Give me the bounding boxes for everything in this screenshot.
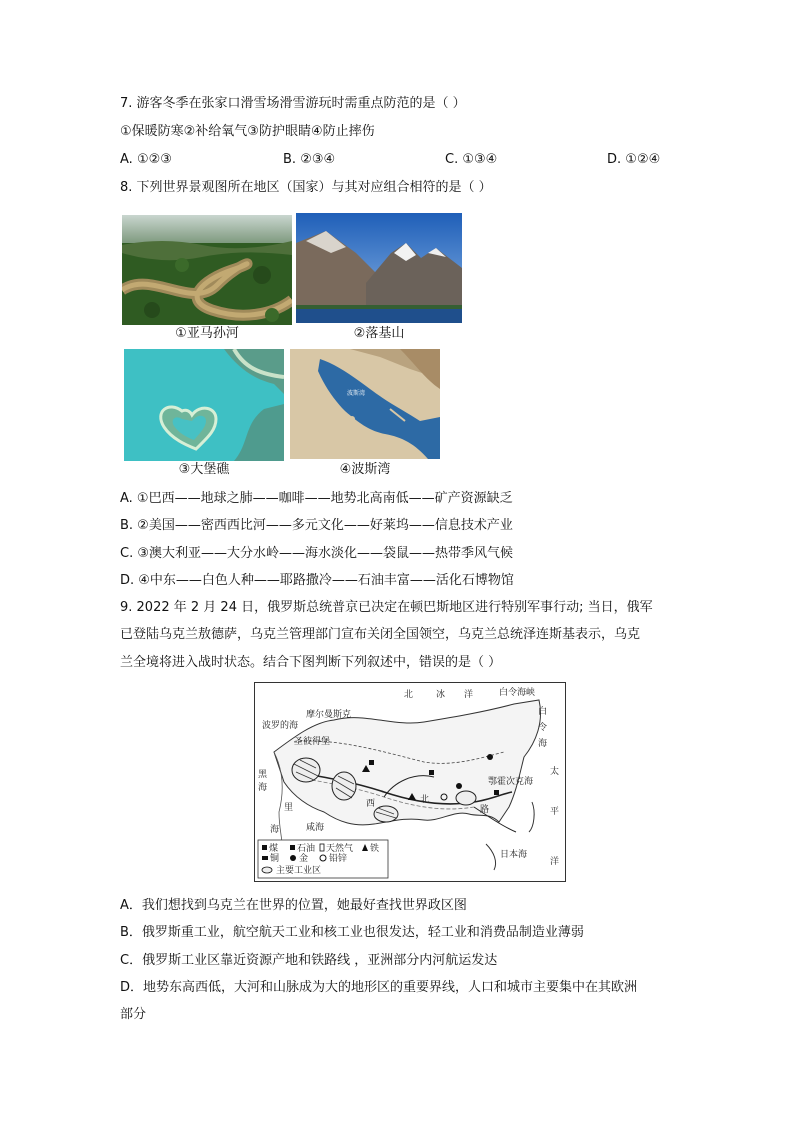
map-label-ling: 令 (538, 723, 548, 733)
q7-stem: 7. 游客冬季在张家口滑雪场滑雪游玩时需重点防范的是（ ） (120, 96, 466, 111)
amazon-river-photo (122, 215, 292, 325)
persian-gulf-inset-label: 波斯湾 (347, 390, 366, 397)
map-label-sea-3: 海 (538, 739, 548, 749)
great-barrier-reef-photo (124, 349, 284, 461)
legend-copper: 铜 (270, 854, 280, 864)
q9-option-c: C．俄罗斯工业区靠近资源产地和铁路线 ，亚洲部分内河航运发达 (120, 953, 498, 968)
q7-option-a-letter: A. (120, 152, 133, 167)
map-label-mark-lu: 路 (480, 805, 490, 815)
q8-option-d: D. ④中东——白色人种——耶路撒冷——石油丰富——活化石博物馆 (120, 573, 514, 588)
q7-option-c-letter: C. (445, 152, 459, 167)
map-label-baltic: 波罗的海 (262, 721, 299, 731)
map-label-murmansk: 摩尔曼斯克 (306, 710, 352, 720)
q7-option-b-letter: B. (283, 152, 297, 167)
persian-gulf-photo (290, 349, 440, 459)
legend-gas: 天然气 (326, 844, 354, 854)
map-label-ping: 平 (550, 807, 560, 817)
map-label-mark-xi: 西 (366, 799, 376, 809)
map-label-sea-2: 海 (270, 825, 280, 835)
map-label-yang: 洋 (550, 857, 560, 867)
q7-option-b-text: ②③④ (300, 152, 336, 167)
q7-option-d (607, 150, 660, 170)
q7-option-a-text: ①②③ (136, 152, 172, 167)
q8-option-c: C. ③澳大利亚——大分水岭——海水淡化——袋鼠——热带季风气候 (120, 546, 513, 561)
q7-option-c (445, 150, 497, 170)
rocky-mountains-caption: ②落基山 (353, 326, 405, 341)
q7-option-a (120, 150, 172, 170)
legend-oil: 石油 (297, 844, 316, 854)
map-label-bering-strait: 白令海峡 (499, 688, 536, 698)
map-label-caspian: 咸海 (306, 823, 325, 833)
q7-option-d-letter: D. (607, 152, 622, 167)
q7-items: ①保暖防寒②补给氧气③防护眼睛④防止摔伤 (120, 124, 375, 139)
legend-gold: 金 (299, 854, 309, 864)
q8-stem: 8. 下列世界景观图所在地区（国家）与其对应组合相符的是（ ） (120, 180, 492, 195)
legend-industrial-area: 主要工业区 (276, 866, 322, 876)
map-label-ice: 冰 (436, 690, 446, 700)
legend-lead-zinc: 铅锌 (329, 854, 348, 864)
legend-coal: 煤 (269, 844, 279, 854)
great-barrier-reef-caption: ③大堡礁 (178, 462, 230, 477)
q9-option-b: B．俄罗斯重工业，航空航天工业和核工业也很发达，轻工业和消费品制造业薄弱 (120, 925, 584, 940)
q9-option-a: A．我们想找到乌克兰在世界的位置，她最好查找世界政区图 (120, 898, 467, 913)
map-label-ocean: 洋 (464, 690, 474, 700)
map-label-tai: 太 (550, 767, 560, 777)
map-label-st-petersburg: 圣彼得堡 (294, 737, 331, 747)
q9-stem-line1: 9. 2022 年 2 月 24 日，俄罗斯总统普京已决定在顿巴斯地区进行特别军事行动; 当日，俄军 (120, 600, 653, 615)
amazon-river-caption: ①亚马孙河 (175, 326, 239, 341)
q9-option-d: D．地势东高西低，大河和山脉成为大的地形区的重要界线，人口和城市主要集中在其欧洲 (120, 980, 638, 995)
rocky-mountains-photo (296, 213, 462, 323)
q7-option-c-text: ①③④ (462, 152, 498, 167)
map-label-black: 黑 (258, 770, 268, 780)
q9-stem-line2: 已登陆乌克兰敖德萨，乌克兰管理部门宣布关闭全国领空，乌克兰总统泽连斯基表示，乌克 (120, 627, 641, 642)
map-label-okhotsk: 鄂霍次克海 (488, 777, 534, 787)
map-label-north: 北 (404, 690, 414, 700)
q7-option-d-text: ①②④ (625, 152, 661, 167)
persian-gulf-caption: ④波斯湾 (339, 462, 391, 477)
map-label-bai: 白 (538, 707, 548, 717)
q9-stem-line3: 兰全境将进入战时状态。结合下图判断下列叙述中，错误的是（ ） (120, 655, 502, 670)
q8-option-a: A. ①巴西——地球之肺——咖啡——地势北高南低——矿产资源缺乏 (120, 491, 513, 506)
map-label-li: 里 (284, 803, 294, 813)
map-label-japan-sea: 日本海 (500, 850, 528, 860)
q8-option-b: B. ②美国——密西西比河——多元文化——好莱坞——信息技术产业 (120, 518, 513, 533)
map-label-mark-bei: 北 (420, 795, 430, 805)
russia-resource-map (254, 682, 566, 882)
legend-iron: 铁 (370, 844, 380, 854)
map-label-sea-1: 海 (258, 783, 268, 793)
q9-option-d-continued: 部分 (120, 1007, 147, 1022)
q7-option-b (283, 150, 335, 170)
